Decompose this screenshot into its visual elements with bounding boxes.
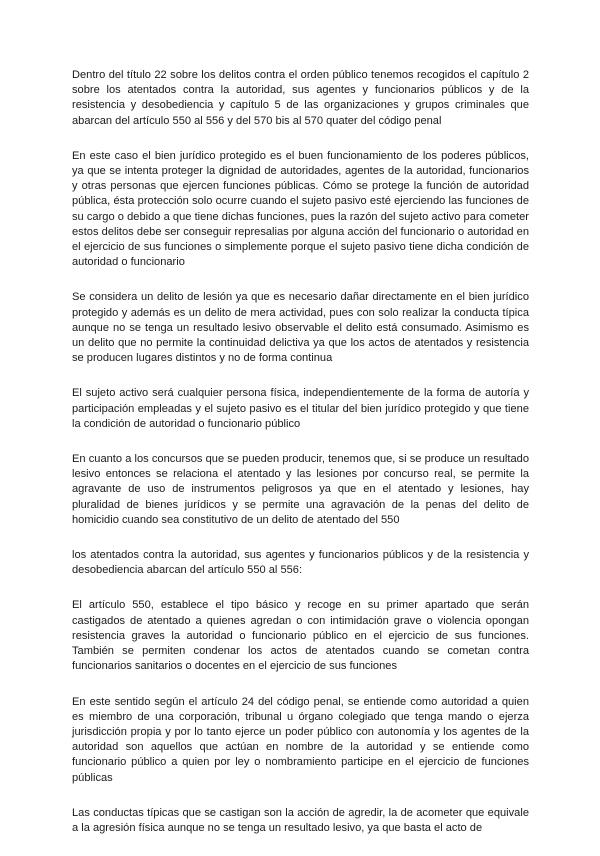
paragraph-intro: Dentro del título 22 sobre los delitos contra el orden público tenemos recogidos el capítulo 2 sobre los atentados contra la autoridad, sus agentes y funcionarios públicos y de la resistencia y desobediencia y capítulo 5 de las organizaciones y grupos criminales que abarcan del artículo 550 al 556 y del 570 bis al 570 quater del código penal [72, 69, 529, 127]
paragraph-sujeto-activo: El sujeto activo será cualquier persona física, independientemente de la forma de autoría y participación empleadas y el sujeto pasivo es el titular del bien jurídico protegido y que tiene la condición de autoridad o funcionario público [72, 387, 529, 430]
paragraph-concursos: En cuanto a los concursos que se pueden producir, tenemos que, si se produce un resultado lesivo entonces se relaciona el atentado y las lesiones por concurso real, se permite la agravante de uso de instrumentos peligrosos ya que en el atentado y lesiones, hay pluralidad de bienes jurídicos y se permite una agravación de la penas del delito de homicidio cuando sea constitutivo de un delito de atentado del 550 [72, 453, 529, 526]
paragraph-delito-lesion: Se considera un delito de lesión ya que es necesario dañar directamente en el bien jurídico protegido y además es un delito de mera actividad, pues con solo realizar la conducta típica aunque no se tenga un resultado lesivo observable el delito está consumado. Asimismo es un delito que no permite la continuidad delictiva ya que los actos de atentados y resistencia se producen lugares distintos y no de forma continua [72, 291, 529, 365]
paragraph-bien-juridico: En este caso el bien jurídico protegido es el buen funcionamiento de los poderes públicos, ya que se intenta proteger la dignidad de autoridades, agentes de la autoridad, funcionarios y otras personas que ejercen funciones públicas. Cómo se protege la función de autoridad pública, ésta protección solo ocurre cuando el sujeto pasivo esté ejerciendo las funciones de su cargo o debido a que tiene dichas funciones, pues la razón del sujeto activo para cometer estos delitos debe ser conseguir represalias por alguna acción del funcionario o autoridad en el ejercicio de sus funciones o simplemente porque el sujeto pasivo tiene dicha condición de autoridad o funcionario [72, 149, 529, 269]
paragraph-articulo-550: El artículo 550, establece el tipo básico y recoge en su primer apartado que serán castigados de atentado a quienes agredan o con intimidación grave o violencia opongan resistencia graves la autoridad o funcionario público en el ejercicio de sus funciones. También se permiten condenar los actos de atentados cuando se cometan contra funcionarios sanitarios o docentes en el ejercicio de sus funciones [72, 599, 529, 673]
document-page [72, 68, 529, 856]
paragraph-atentados-heading: los atentados contra la autoridad, sus agentes y funcionarios públicos y de la resistencia y desobediencia abarcan del artículo 550 al 556: [72, 549, 529, 577]
paragraph-articulo-24: En este sentido según el artículo 24 del código penal, se entiende como autoridad a quien es miembro de una corporación, tribunal u órgano colegiado que tenga mando o ejerza jurisdicción propia y por lo tanto ejerce un poder público con autonomía y los agentes de la autoridad son aquellos que actúan en nombre de la autoridad y se entiende como funcionario público a quien por ley o nombramiento participe en el ejercicio de funciones públicas [72, 695, 529, 784]
paragraph-conductas-tipicas: Las conductas típicas que se castigan son la acción de agredir, la de acometer que equivale a la agresión física aunque no se tenga un resultado lesivo, ya que basta el acto de [72, 806, 529, 834]
